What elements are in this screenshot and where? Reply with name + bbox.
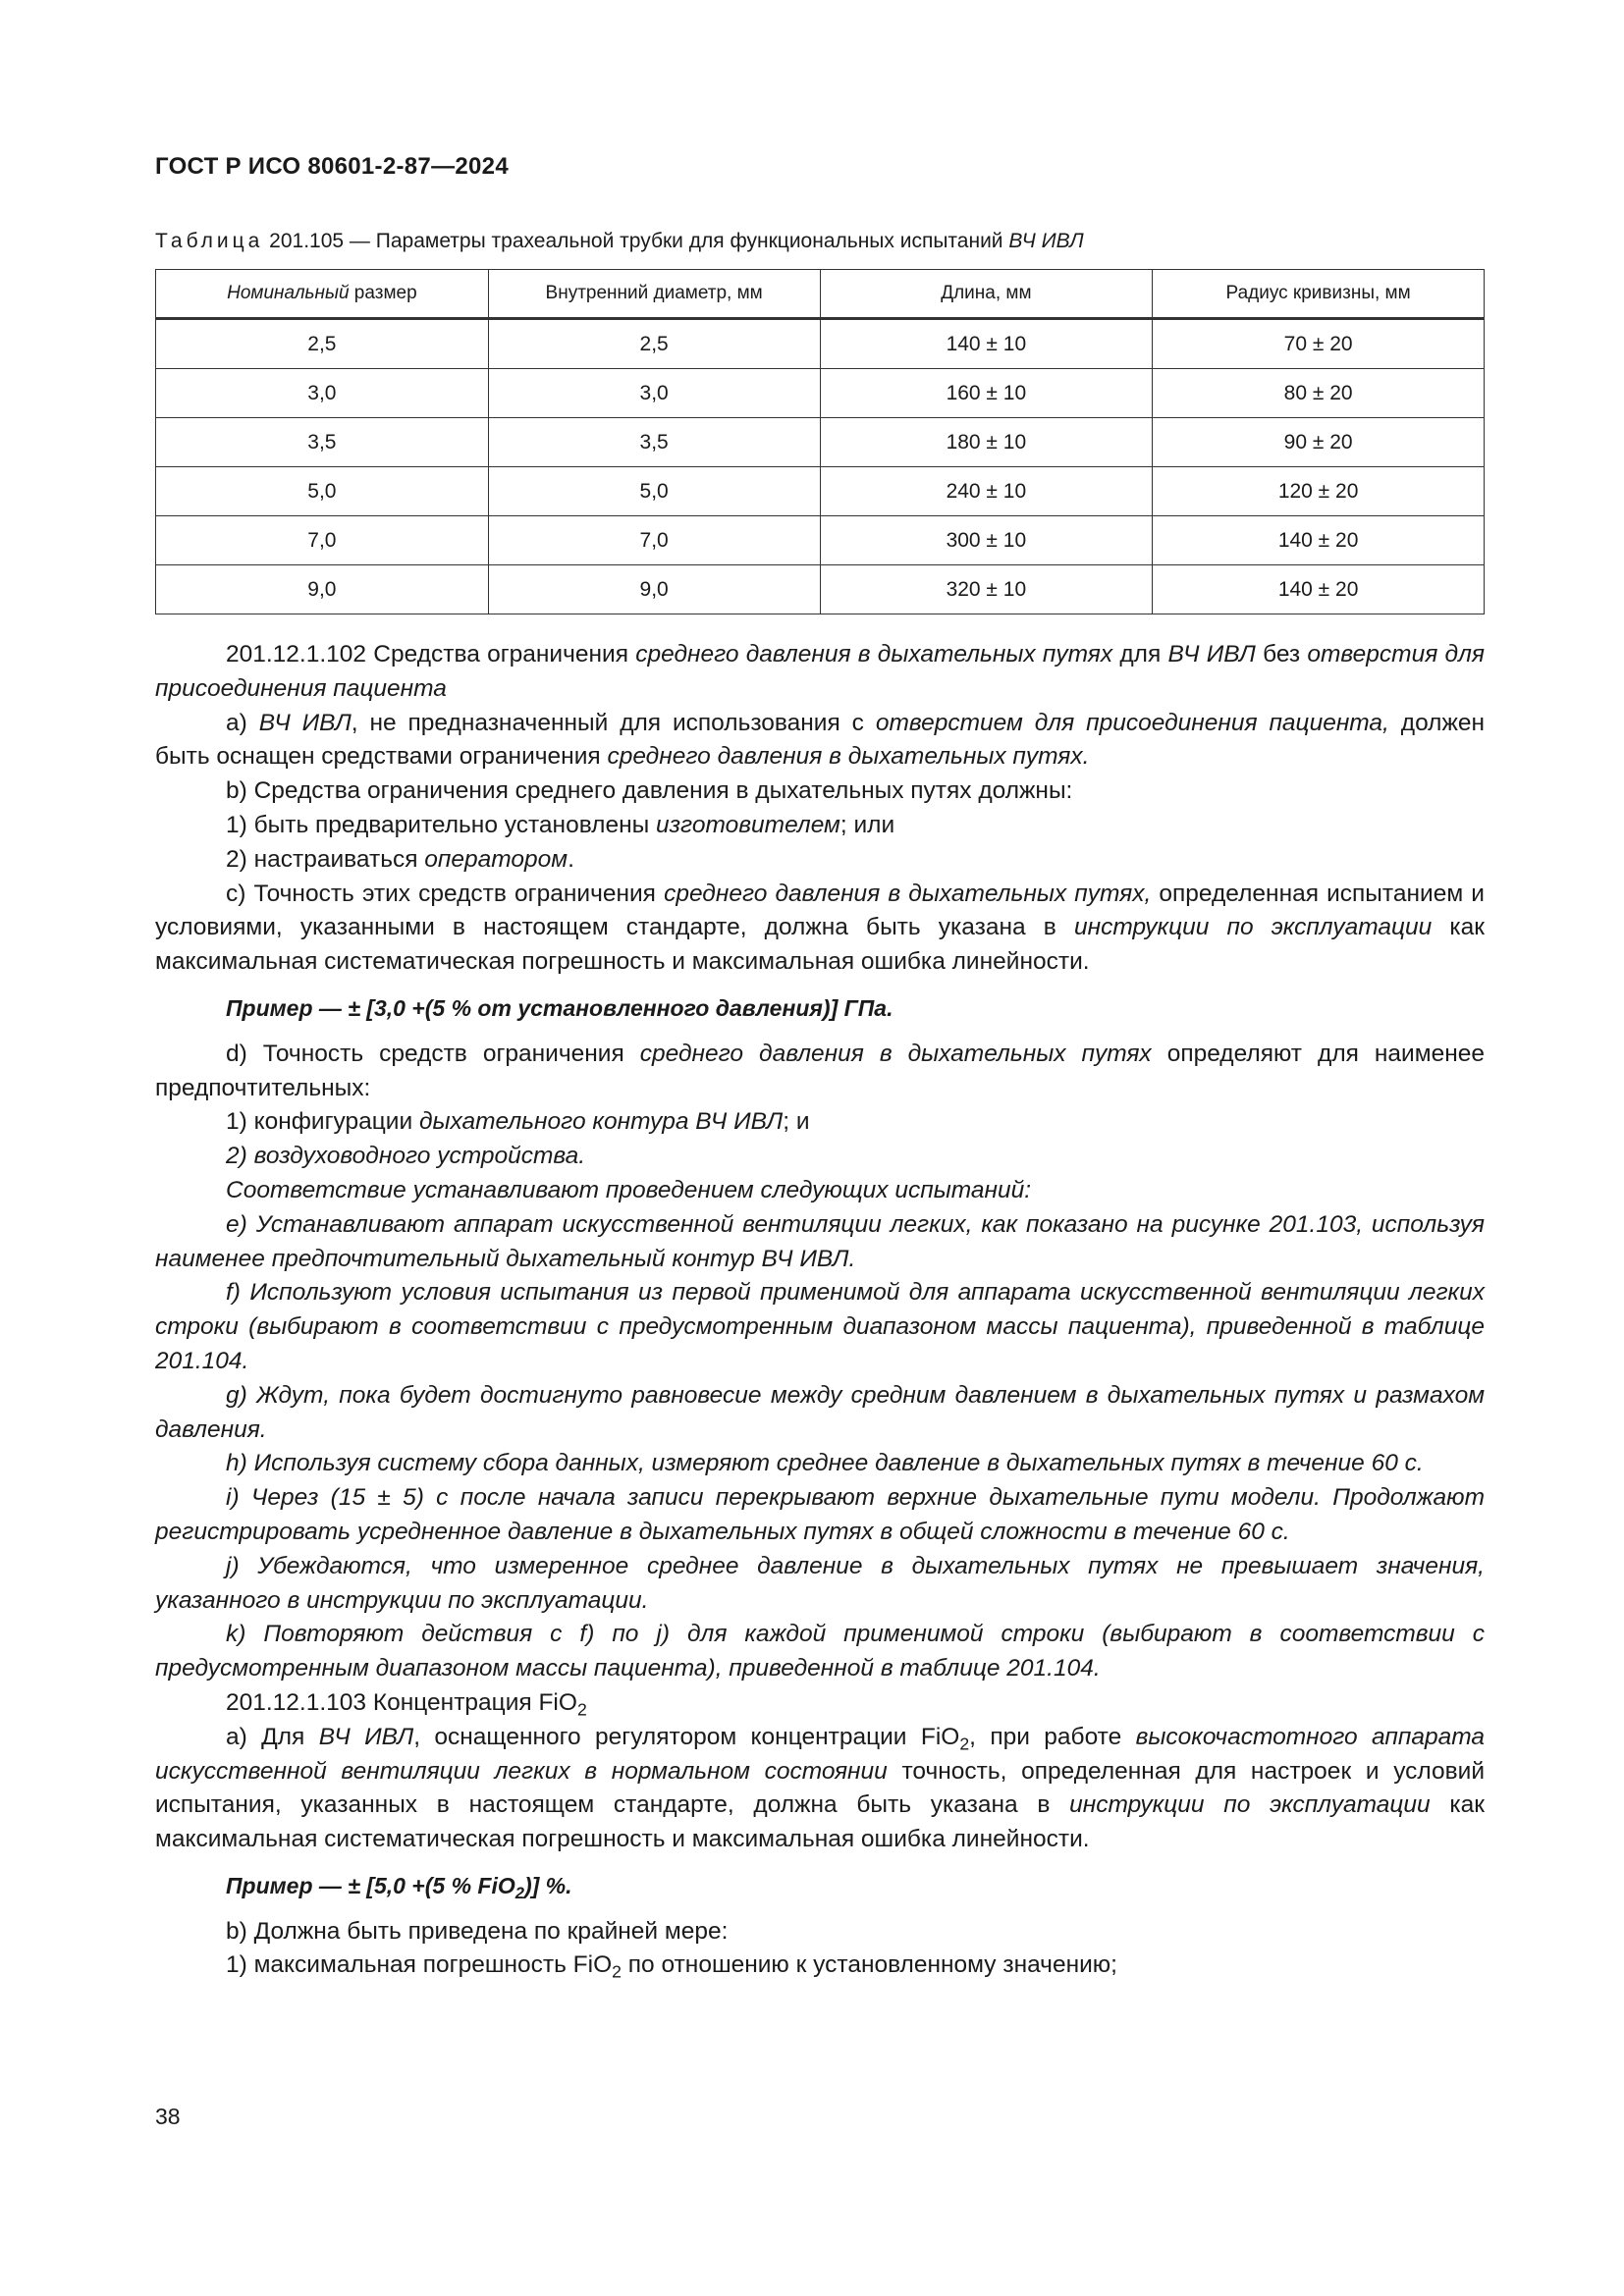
header-nominal-size [156,270,489,319]
text-run: как максимальная систематическая погрешность и максимальная ошибка линейности. [155,914,1485,976]
text-run-italic: инструкции по эксплуатации [1069,1791,1431,1819]
header-curvature-radius: Радиус кривизны, мм [1153,270,1485,319]
table-cell: 140 ± 20 [1153,565,1485,614]
table-cell: 120 ± 20 [1153,467,1485,516]
table-cell: 90 ± 20 [1153,418,1485,467]
text-run: c) Точность этих средств ограничения [226,880,665,907]
table-row [156,369,1485,418]
example-2 [226,1869,1485,1903]
header-nominal-rest: размер [349,283,417,303]
table-caption-italic: ВЧ ИВЛ [1008,230,1084,252]
text-run: 201.12.1.102 Средства ограничения [226,641,636,667]
paragraph-b: b) Средства ограничения среднего давления в дыхательных путях должны: [226,777,1073,805]
paragraph-a [155,707,1485,775]
example-1: Пример — ± [3,0 +(5 % от установленного давления)] ГПа. [226,994,893,1021]
text-run-italic: изготовителем [656,811,840,838]
table-cell: 3,0 [488,369,820,418]
table-row [156,467,1485,516]
text-run-italic: высокочастотного аппарата искусственной вентиляции легких в нормальном состоянии [155,1723,1485,1785]
text-run: , оснащенного регулятором концентрации FiO [413,1723,960,1750]
text-run-italic: инструкции по эксплуатации [1073,914,1433,941]
text-run-italic: дыхательного контура ВЧ ИВЛ [418,1108,784,1136]
page-number: 38 [155,2104,181,2129]
text-run-italic: e) Устанавливают аппарат искусственной вентиляции легких, как показано на рисунке 201.103, используя наименее предпочтительный дыхательный контур ВЧ ИВЛ. [155,1210,1485,1272]
table-cell: 9,0 [488,565,820,614]
table-caption-label: Таблица [155,230,264,252]
table-cell: 7,0 [156,516,489,565]
text-run: d) Точность средств ограничения [226,1040,640,1067]
compliance-statement [155,1174,1485,1208]
paragraph-b: b) Должна быть приведена по крайней мере: [226,1917,729,1945]
table-caption [155,230,1084,253]
text-run: a) Для [226,1723,319,1750]
text-run-italic: среднего давления в дыхательных путях. [607,743,1090,771]
text-run: по отношению к установленному значению; [621,1951,1117,1979]
clause-201-12-1-102-heading [155,638,1485,707]
text-run-italic: j) Убеждаются, что измеренное среднее давление в дыхательных путях не превышает значения, указанного в инструкции по эксплуатации. [155,1552,1485,1614]
test-step-j [155,1550,1485,1619]
text-run: 1) конфигурации [226,1108,419,1136]
table-cell: 140 ± 10 [820,319,1153,369]
subscript: 2 [612,1961,622,1982]
text-run: как максимальная систематическая погрешность и максимальная ошибка линейности. [155,1791,1485,1853]
test-step-e [155,1208,1485,1277]
subscript: 2 [514,1883,524,1902]
test-step-h [155,1447,1485,1481]
table-cell: 3,0 [156,369,489,418]
standard-header: ГОСТ Р ИСО 80601-2-87—2024 [155,153,509,180]
header-inner-diameter: Внутренний диаметр, мм [488,270,820,319]
text-run: без [1255,641,1308,667]
text-run-italic: ВЧ ИВЛ [318,1723,414,1750]
text-run: 201.12.1.103 Концентрация FiO [226,1688,577,1716]
table-row [156,516,1485,565]
text-run: ; и [783,1108,810,1136]
text-run: a) [226,709,259,736]
table-row [156,418,1485,467]
table-cell: 160 ± 10 [820,369,1153,418]
subscript: 2 [576,1699,587,1720]
text-run: . [568,845,574,873]
table-cell: 320 ± 10 [820,565,1153,614]
test-step-g [155,1379,1485,1448]
table-cell: 240 ± 10 [820,467,1153,516]
text-run: должен быть оснащен средствами ограничения [155,709,1486,771]
table-cell: 140 ± 20 [1153,516,1485,565]
text-run-italic: ВЧ ИВЛ [258,709,352,736]
table-header-row [156,270,1485,319]
text-run: 1) быть предварительно установлены [226,811,657,838]
table-cell: 3,5 [156,418,489,467]
table-cell: 300 ± 10 [820,516,1153,565]
text-run-italic: h) Используя систему сбора данных, измеряют среднее давление в дыхательных путях в течение 60 с. [226,1450,1424,1477]
text-run: , не предназначенный для использования с [351,709,876,736]
text-run-italic: i) Через (15 ± 5) с после начала записи перекрывают верхние дыхательные пути модели. Продолжают регистрировать усредненное давление в дыхательных путях в общей сложности в течение 60 с. [155,1484,1485,1545]
paragraph-c [155,878,1485,980]
text-run-italic: 2) воздуховодного устройства. [226,1143,586,1170]
table-cell: 7,0 [488,516,820,565]
subscript: 2 [959,1733,970,1753]
text-run: Пример — ± [5,0 +(5 % FiO [226,1872,515,1898]
header-length: Длина, мм [820,270,1153,319]
text-run: )] %. [523,1872,572,1898]
table-cell: 5,0 [488,467,820,516]
test-step-k [155,1618,1485,1686]
table-cell: 2,5 [156,319,489,369]
table-row [156,565,1485,614]
text-run: определенная испытанием и условиями, указанными в настоящем стандарте, должна быть указана в [155,880,1485,941]
text-run-italic: g) Ждут, пока будет достигнуто равновесие между средним давлением в дыхательных путях и размахом давления. [155,1381,1485,1443]
text-run: ; или [839,811,895,838]
paragraph-a [155,1721,1485,1857]
test-step-i [155,1481,1485,1550]
test-step-f [155,1276,1485,1378]
list-item-2 [155,843,1485,878]
list-item-1 [155,1949,1485,1983]
header-nominal-italic: Номинальный [227,283,350,303]
text-run-italic: отверстия для присоединения пациента [155,641,1485,702]
parameters-table [155,269,1485,614]
body-text [155,638,1485,1983]
text-run: , при работе [969,1723,1136,1750]
list-item-1 [155,809,1485,843]
table-cell: 3,5 [488,418,820,467]
text-run: определяют для наименее предпочтительных: [155,1040,1485,1101]
text-run-italic: Соответствие устанавливают проведением следующих испытаний: [226,1176,1032,1203]
table-cell: 70 ± 20 [1153,319,1485,369]
table-row [156,319,1485,369]
text-run-italic: среднего давления в дыхательных путях [635,641,1113,667]
text-run-italic: отверстием для присоединения пациента, [875,709,1389,736]
table-cell: 9,0 [156,565,489,614]
text-run: 1) максимальная погрешность FiO [226,1951,613,1979]
text-run-italic: среднего давления в дыхательных путях, [664,880,1152,907]
text-run-italic: k) Повторяют действия с f) по j) для каждой применимой строки (выбирают в соответствии с предусмотренным диапазоном массы пациента), приведенной в таблице 201.104. [155,1621,1485,1682]
clause-201-12-1-103-heading [155,1686,1485,1721]
table-cell: 180 ± 10 [820,418,1153,467]
text-run-italic: ВЧ ИВЛ [1167,641,1256,667]
table-cell: 5,0 [156,467,489,516]
table-cell: 2,5 [488,319,820,369]
list-item-2 [155,1140,1485,1174]
table-cell: 80 ± 20 [1153,369,1485,418]
text-run-italic: f) Используют условия испытания из первой применимой для аппарата искусственной вентиляции легких строки (выбирают в соответствии с предусмотренным диапазоном массы пациента), приведенной в таблице 201.104. [155,1279,1485,1374]
text-run: для [1112,641,1168,667]
text-run: точность, определенная для настроек и условий испытания, указанных в настоящем стандарте, должна быть указана в [155,1757,1486,1819]
text-run-italic: среднего давления в дыхательных путях [639,1040,1152,1067]
list-item-1 [155,1105,1485,1140]
text-run: 2) настраиваться [226,845,425,873]
text-run-italic: оператором [424,845,568,873]
paragraph-d [155,1038,1485,1106]
table-caption-text: 201.105 — Параметры трахеальной трубки для функциональных испытаний [263,230,1009,252]
